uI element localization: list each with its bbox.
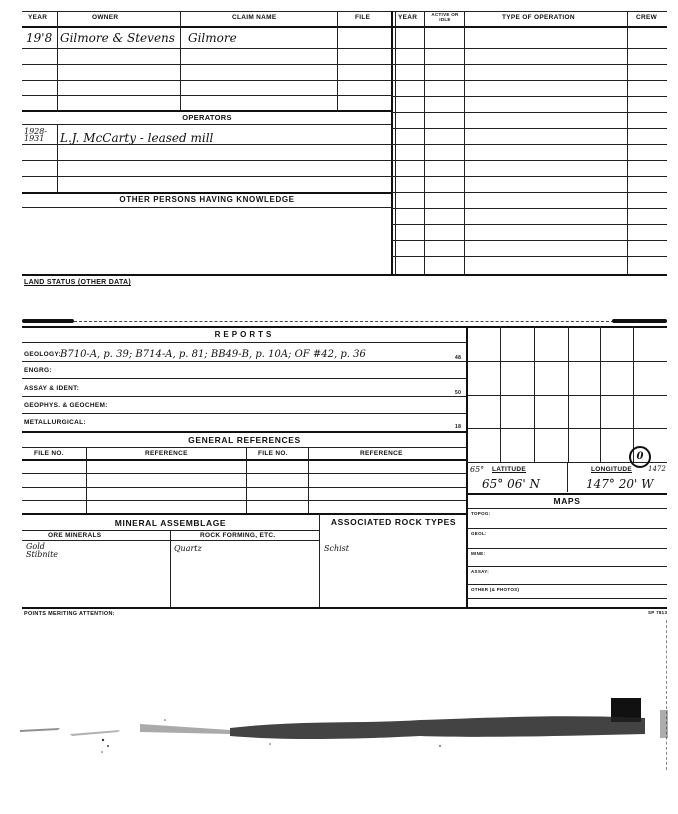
num-50: 50 — [455, 390, 462, 396]
land-status-label: LAND STATUS (OTHER DATA) — [24, 279, 132, 286]
file-no-header-1: FILE NO. — [34, 450, 64, 457]
reports-title: REPORTS — [214, 330, 275, 339]
associated-rock-value: Schist — [324, 544, 349, 553]
header-claim-name: CLAIM NAME — [232, 14, 277, 21]
circled-number: 0 — [629, 446, 651, 468]
general-references-title: GENERAL REFERENCES — [188, 435, 301, 445]
operators-label: OPERATORS — [182, 113, 232, 122]
header-year: YEAR — [28, 14, 48, 21]
other-photos-label: OTHER (& PHOTOS) — [471, 587, 520, 592]
header-type-of-operation: TYPE OF OPERATION — [502, 14, 575, 21]
points-meriting-attention-label: POINTS MERITING ATTENTION: — [24, 611, 115, 617]
operator-year-value: 1928-1931 — [24, 127, 48, 143]
assay-label: ASSAY: — [471, 569, 490, 574]
other-persons-label: OTHER PERSONS HAVING KNOWLEDGE — [119, 195, 295, 204]
owner-year-value: 19'8 — [26, 31, 53, 45]
header-year-2: YEAR — [398, 14, 418, 21]
longitude-value: 147° 20' W — [586, 477, 654, 491]
geology-value: B710-A, p. 39; B714-A, p. 81; BB49-B, p. 10A; OF #42, p. 36 — [60, 349, 366, 360]
geophys-label: GEOPHYS. & GEOCHEM: — [24, 402, 108, 409]
latitude-label: LATITUDE — [492, 466, 527, 473]
file-no-header-2: FILE NO. — [258, 450, 288, 457]
header-crew: CREW — [636, 14, 658, 21]
reference-header-2: REFERENCE — [360, 450, 403, 457]
maps-title: MAPS — [553, 496, 581, 506]
geol-label: GEOL: — [471, 531, 487, 536]
ore-minerals-value: Gold Stibnite — [26, 542, 59, 559]
rock-forming-value: Quartz — [174, 544, 202, 553]
claim-name-value: Gilmore — [188, 31, 237, 45]
latitude-value: 65° 06' N — [482, 477, 540, 491]
header-active-or-idle: ACTIVE OR IDLE — [431, 12, 459, 22]
geology-label: GEOLOGY: — [24, 351, 61, 358]
longitude-note: 1472 — [648, 465, 666, 473]
ore-minerals-label: ORE MINERALS — [48, 532, 102, 539]
engrg-label: ENGRG: — [24, 367, 52, 374]
topog-label: TOPOG: — [471, 511, 491, 516]
operator-value: L.J. McCarty - leased mill — [60, 131, 214, 145]
num-48: 48 — [455, 355, 462, 361]
num-18: 18 — [455, 424, 462, 430]
owner-name-value: Gilmore & Stevens — [60, 31, 175, 45]
assay-ident-label: ASSAY & IDENT: — [24, 385, 80, 392]
metallurgical-label: METALLURGICAL: — [24, 419, 86, 426]
mine-label: MINE: — [471, 551, 486, 556]
rock-forming-label: ROCK FORMING, ETC. — [200, 532, 276, 539]
header-owner: OWNER — [92, 14, 119, 21]
longitude-label: LONGITUDE — [591, 466, 632, 473]
reference-header-1: REFERENCE — [145, 450, 188, 457]
scan-noise — [0, 690, 678, 760]
mineral-assemblage-title: MINERAL ASSEMBLAGE — [114, 518, 227, 528]
latitude-prefix: 65° — [470, 465, 485, 474]
header-file: FILE — [355, 14, 371, 21]
form-number: SP 7813 — [648, 610, 668, 615]
associated-rock-types-label: ASSOCIATED ROCK TYPES — [330, 517, 457, 527]
